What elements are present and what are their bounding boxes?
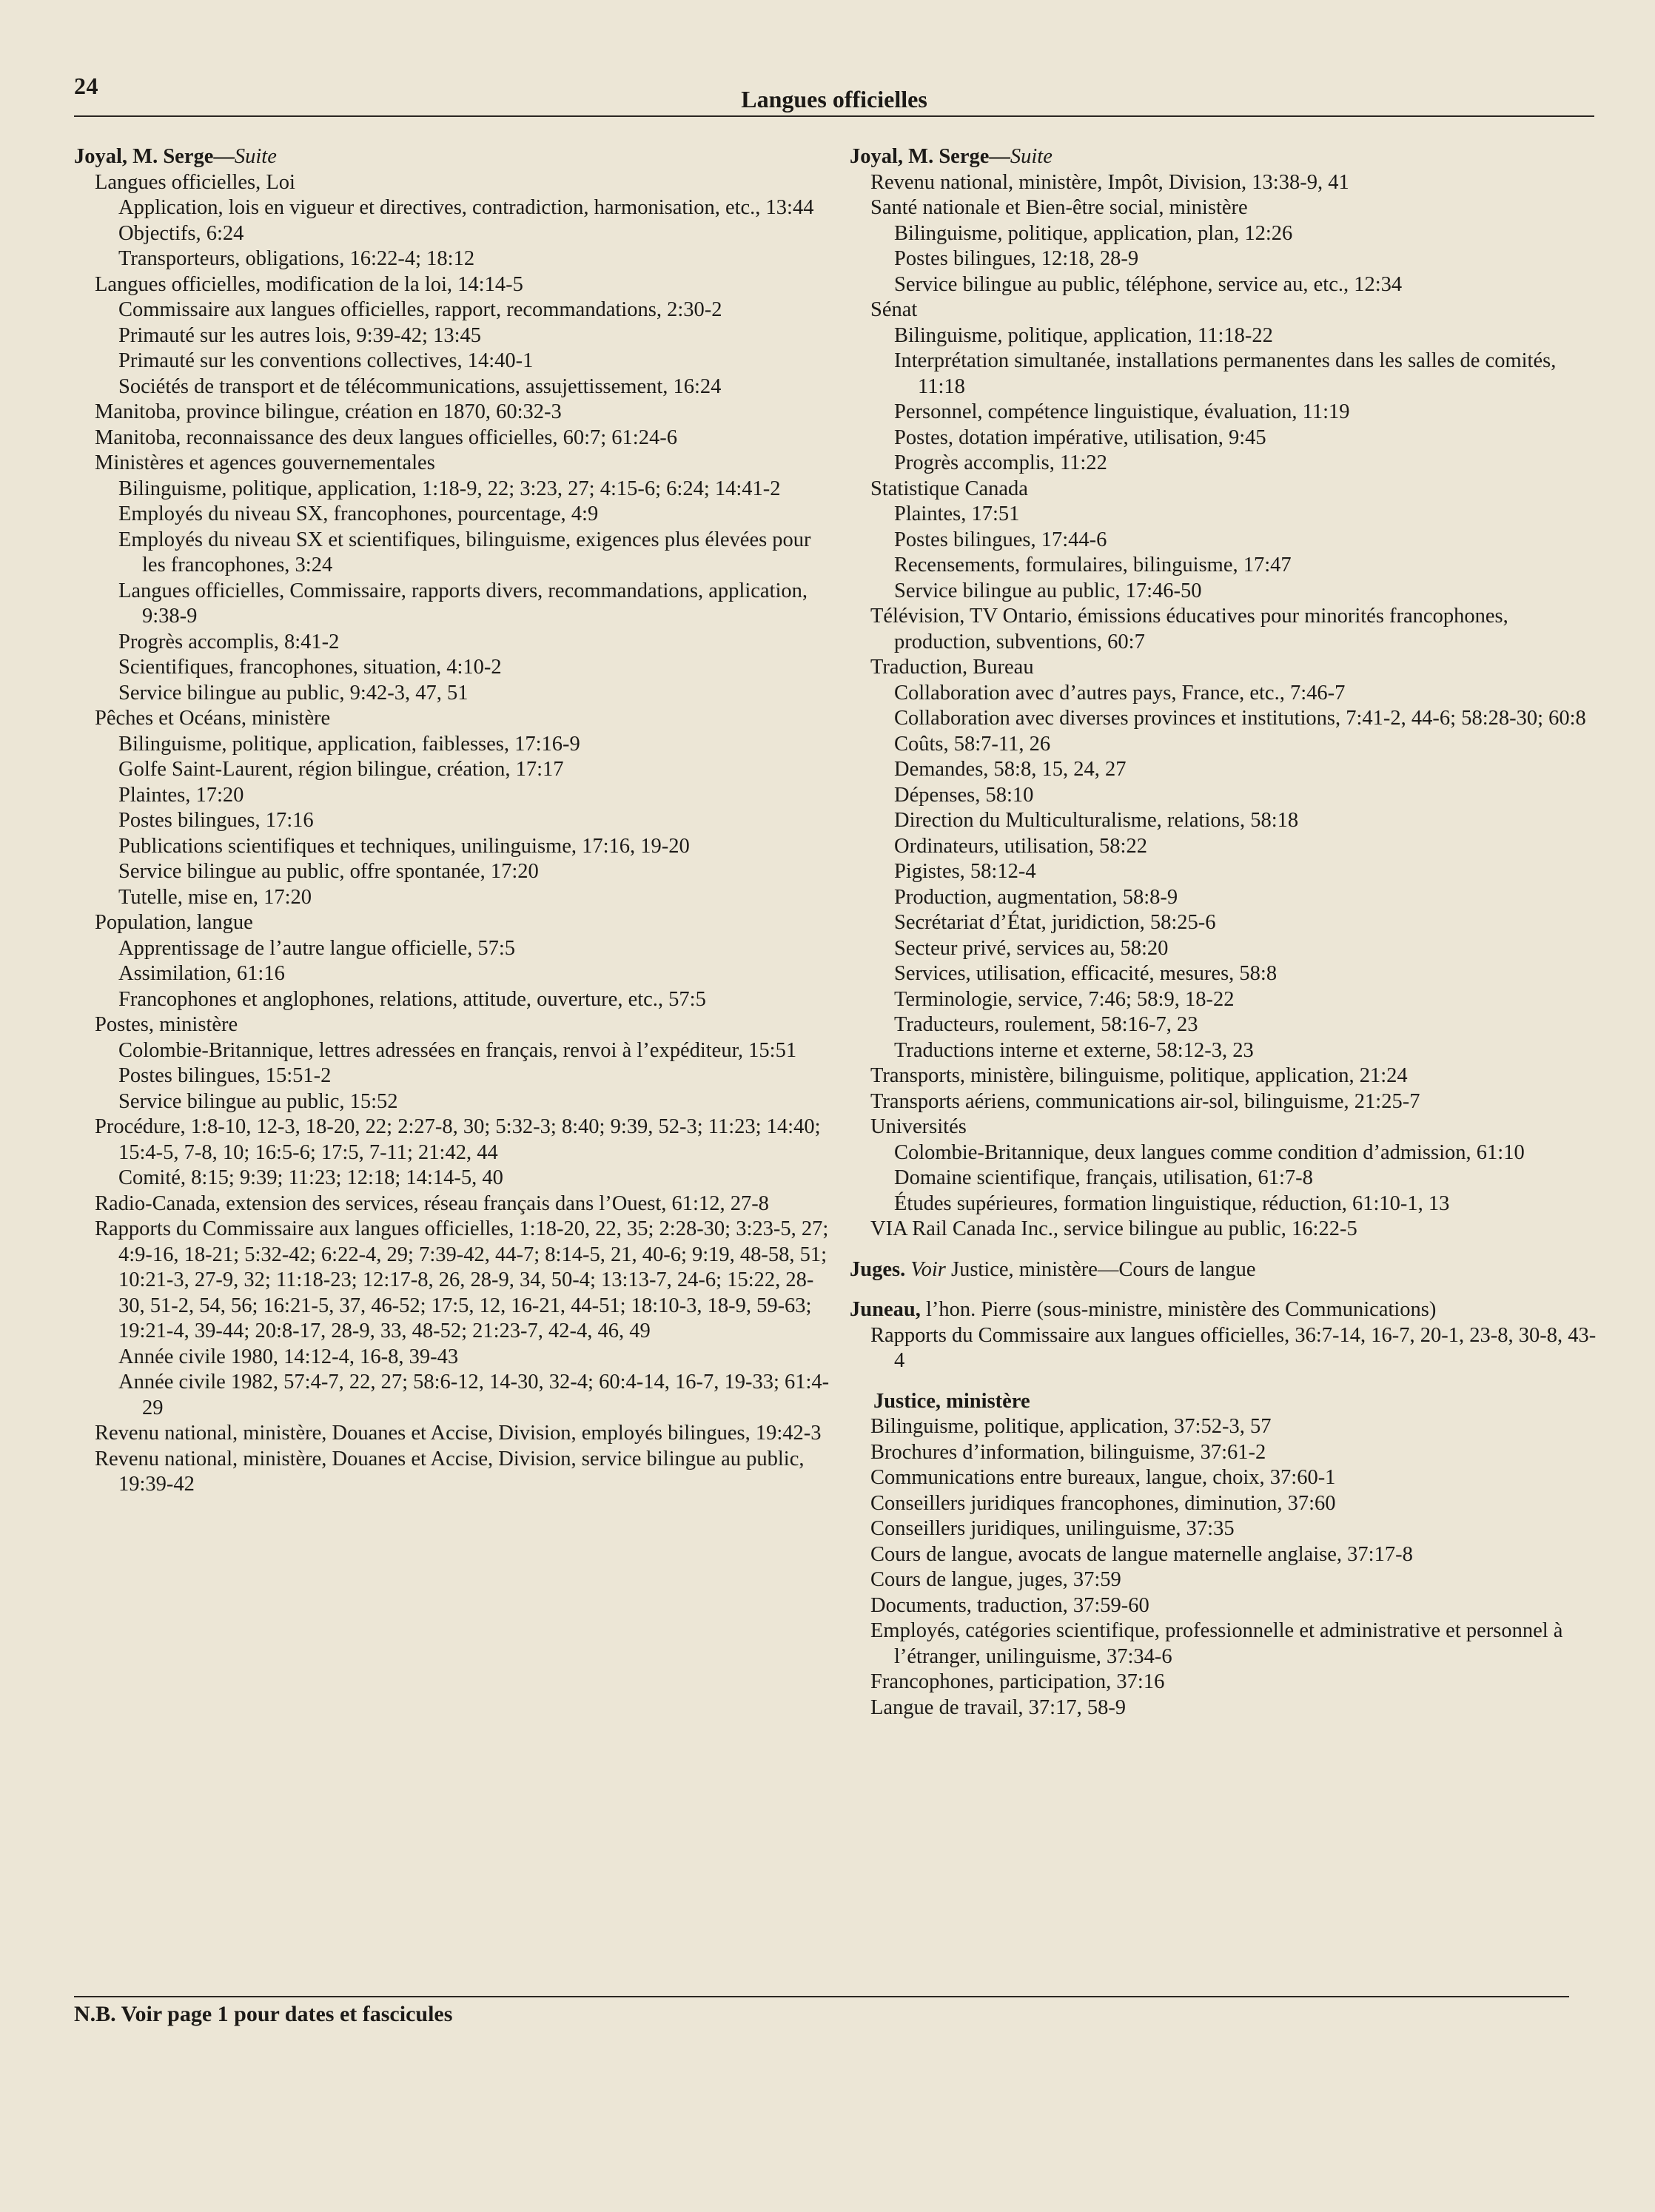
- index-entry: Postes bilingues, 15:51-2: [118, 1064, 332, 1087]
- index-entry: Sociétés de transport et de télécommunications, assujettissement, 16:24: [118, 374, 722, 398]
- index-entry: Langue de travail, 37:17, 58-9: [870, 1695, 1127, 1719]
- index-entry: Recensements, formulaires, bilinguisme, 17:47: [894, 554, 1292, 576]
- cross-reference: Justice, ministère—Cours de langue: [950, 1257, 1256, 1281]
- index-entry: Services, utilisation, efficacité, mesures, 58:8: [894, 962, 1278, 985]
- index-entry: Comité, 8:15; 9:39; 11:23; 12:18; 14:14-5, 40: [118, 1166, 503, 1189]
- index-entry: Revenu national, ministère, Impôt, Division, 13:38-9, 41: [870, 170, 1349, 194]
- index-entry: Postes bilingues, 17:44-6: [894, 528, 1107, 551]
- index-entry: Santé nationale et Bien-être social, ministère: [870, 196, 1248, 219]
- index-entry: Conseillers juridiques francophones, diminution, 37:60: [870, 1491, 1336, 1515]
- index-entry: Transports, ministère, bilinguisme, politique, application, 21:24: [870, 1064, 1408, 1087]
- index-entry: Secteur privé, services au, 58:20: [894, 936, 1169, 960]
- index-entry: Cours de langue, avocats de langue maternelle anglaise, 37:17-8: [870, 1542, 1413, 1566]
- index-entry: Collaboration avec diverses provinces et institutions, 7:41-2, 44-6; 58:28-30; 60:8: [894, 707, 1586, 730]
- right-column: [850, 144, 1597, 1721]
- index-entry: Service bilingue au public, 9:42-3, 47, 51: [118, 681, 469, 705]
- index-entry: Publications scientifiques et techniques, unilinguisme, 17:16, 19-20: [118, 834, 690, 858]
- index-entry: Interprétation simultanée, installations permanentes dans les salles de comités, 11:18: [894, 349, 1557, 398]
- index-entry: Employés, catégories scientifique, professionnelle et administrative et personnel à l’étranger, unilinguisme, 37:34-6: [870, 1619, 1563, 1668]
- index-entry: Rapports du Commissaire aux langues officielles, 1:18-20, 22, 35; 2:28-30; 3:23-5, 27; 4:9-16, 18-21; 5:32-42; 6:22-4, 29; 7:39-42, 44-7; 8:14-5, 21, 40-6; 9:19, 48-58, 51; 10:21-3, 27-9, 32; 11:18-23; 12:17-8, 26, 28-9, 34, 50-4; 13:13-7, 24-6; 15:22, 28-30, 51-2, 54, 56; 16:21-5, 37, 46-52; 17:5, 12, 16-21, 44-51; 18:10-3, 18-9, 59-63; 19:21-4, 39-44; 20:8-17, 28-9, 33, 48-52; 21:23-7, 42-4, 46, 49: [95, 1217, 829, 1342]
- index-entry: Manitoba, province bilingue, création en 1870, 60:32-3: [95, 400, 562, 423]
- index-entry: Documents, traduction, 37:59-60: [870, 1593, 1149, 1617]
- index-entry: Employés du niveau SX, francophones, pourcentage, 4:9: [118, 502, 599, 525]
- index-block-juneau: [850, 1297, 1597, 1374]
- index-entry: Commissaire aux langues officielles, rapport, recommandations, 2:30-2: [118, 298, 722, 321]
- right-entries: [850, 170, 1597, 1243]
- index-heading: Joyal, M. Serge—Suite: [850, 145, 1053, 168]
- index-entry: Postes, ministère: [95, 1013, 238, 1036]
- index-entry: Terminologie, service, 7:46; 58:9, 18-22: [894, 987, 1235, 1011]
- index-entry: Télévision, TV Ontario, émissions éducatives pour minorités francophones, production, subventions, 60:7: [870, 605, 1508, 653]
- index-entry: Langues officielles, Commissaire, rapports divers, recommandations, application, 9:38-9: [118, 579, 808, 628]
- index-entry: Progrès accomplis, 11:22: [894, 451, 1107, 474]
- index-entry: Postes bilingues, 12:18, 28-9: [894, 247, 1139, 270]
- index-entry: Plaintes, 17:51: [894, 502, 1020, 525]
- index-entry: Ministères et agences gouvernementales: [95, 451, 435, 474]
- index-entry: Plaintes, 17:20: [118, 783, 244, 807]
- index-entry: Langues officielles, Loi: [95, 170, 295, 194]
- index-entry: Francophones et anglophones, relations, attitude, ouverture, etc., 57:5: [118, 987, 706, 1011]
- index-entry: Traducteurs, roulement, 58:16-7, 23: [894, 1013, 1198, 1036]
- index-entry: Bilinguisme, politique, application, 1:18-9, 22; 3:23, 27; 4:15-6; 6:24; 14:41-2: [118, 477, 781, 500]
- index-entry: Manitoba, reconnaissance des deux langues officielles, 60:7; 61:24-6: [95, 426, 677, 449]
- heading-detail: l’hon. Pierre (sous-ministre, ministère des Communications): [925, 1298, 1437, 1321]
- index-entry: Objectifs, 6:24: [118, 221, 244, 245]
- index-entry: Francophones, participation, 37:16: [870, 1670, 1165, 1693]
- index-heading: Juges.: [850, 1257, 906, 1281]
- index-entry: Personnel, compétence linguistique, évaluation, 11:19: [894, 400, 1350, 423]
- index-entry: Service bilingue au public, offre spontanée, 17:20: [118, 860, 539, 883]
- heading-name: Joyal, M. Serge: [850, 145, 990, 168]
- index-entry: Assimilation, 61:16: [118, 962, 285, 985]
- footer-rule: [74, 1996, 1569, 1997]
- index-entry: Bilinguisme, politique, application, faiblesses, 17:16-9: [118, 732, 580, 756]
- index-entry: Ordinateurs, utilisation, 58:22: [894, 834, 1147, 858]
- page-number: 24: [74, 73, 98, 99]
- index-entry: Domaine scientifique, français, utilisation, 61:7-8: [894, 1166, 1313, 1189]
- index-entry: Service bilingue au public, 17:46-50: [894, 579, 1202, 602]
- heading-name: Joyal, M. Serge: [74, 145, 214, 168]
- index-entry: Golfe Saint-Laurent, région bilingue, création, 17:17: [118, 758, 564, 781]
- index-entry: Population, langue: [95, 911, 253, 934]
- index-entry: VIA Rail Canada Inc., service bilingue au public, 16:22-5: [870, 1217, 1357, 1240]
- index-heading: Joyal, M. Serge—Suite: [74, 145, 277, 168]
- index-entry: Transporteurs, obligations, 16:22-4; 18:12: [118, 247, 475, 270]
- index-entry: Service bilingue au public, 15:52: [118, 1089, 398, 1113]
- index-entry: Année civile 1982, 57:4-7, 22, 27; 58:6-12, 14-30, 32-4; 60:4-14, 16-7, 19-33; 61:4-29: [118, 1371, 830, 1419]
- left-entries: [74, 170, 836, 1498]
- index-entry: Employés du niveau SX et scientifiques, bilinguisme, exigences plus élevées pour les francophones, 3:24: [118, 528, 811, 576]
- index-entry: Communications entre bureaux, langue, choix, 37:60-1: [870, 1466, 1336, 1489]
- index-entry: Application, lois en vigueur et directives, contradiction, harmonisation, etc., 13:44: [118, 196, 814, 219]
- running-title: Langues officielles: [741, 86, 927, 112]
- heading-suite: Suite: [234, 145, 277, 168]
- index-entry: Pigistes, 58:12-4: [894, 860, 1036, 883]
- index-entry: Transports aériens, communications air-sol, bilinguisme, 21:25-7: [870, 1089, 1420, 1113]
- index-entry: Conseillers juridiques, unilinguisme, 37:35: [870, 1517, 1235, 1540]
- index-entry: Dépenses, 58:10: [894, 783, 1034, 807]
- justice-entries: [850, 1414, 1597, 1721]
- footer-note: N.B. Voir page 1 pour dates et fascicules: [74, 2002, 453, 2026]
- index-entry: Revenu national, ministère, Douanes et Accise, Division, employés bilingues, 19:42-3: [95, 1422, 822, 1445]
- juneau-entries: [850, 1323, 1597, 1374]
- running-head: [74, 71, 1594, 117]
- index-entry: Postes, dotation impérative, utilisation, 9:45: [894, 426, 1266, 449]
- index-block-justice: [850, 1389, 1597, 1721]
- index-entry: Colombie-Britannique, lettres adressées en français, renvoi à l’expéditeur, 15:51: [118, 1038, 797, 1062]
- index-entry: Scientifiques, francophones, situation, 4:10-2: [118, 656, 502, 679]
- index-entry: Tutelle, mise en, 17:20: [118, 885, 312, 909]
- index-entry: Année civile 1980, 14:12-4, 16-8, 39-43: [118, 1345, 459, 1368]
- index-entry: Postes bilingues, 17:16: [118, 809, 314, 832]
- index-entry: Progrès accomplis, 8:41-2: [118, 630, 340, 653]
- index-entry: Brochures d’information, bilinguisme, 37:61-2: [870, 1440, 1266, 1464]
- index-entry: Direction du Multiculturalisme, relations, 58:18: [894, 809, 1299, 832]
- index-entry: Pêches et Océans, ministère: [95, 707, 331, 730]
- index-entry: Traductions interne et externe, 58:12-3, 23: [894, 1038, 1254, 1062]
- index-entry: Apprentissage de l’autre langue officielle, 57:5: [118, 936, 516, 960]
- index-entry: Demandes, 58:8, 15, 24, 27: [894, 758, 1127, 781]
- index-entry: Études supérieures, formation linguistique, réduction, 61:10-1, 13: [894, 1191, 1450, 1215]
- index-entry: Cours de langue, juges, 37:59: [870, 1568, 1121, 1591]
- index-entry: Traduction, Bureau: [870, 656, 1034, 679]
- index-heading: Justice, ministère: [873, 1389, 1030, 1413]
- index-entry: Radio-Canada, extension des services, réseau français dans l’Ouest, 61:12, 27-8: [95, 1191, 769, 1215]
- index-entry: Procédure, 1:8-10, 12-3, 18-20, 22; 2:27-8, 30; 5:32-3; 8:40; 9:39, 52-3; 11:23; 14:40; 15:4-5, 7-8, 10; 16:5-6; 17:5, 7-11; 21:42, 44: [95, 1115, 821, 1164]
- index-entry: Sénat: [870, 298, 918, 321]
- index-entry: Rapports du Commissaire aux langues officielles, 36:7-14, 16-7, 20-1, 23-8, 30-8, 43-4: [870, 1323, 1597, 1372]
- see-reference: Voir: [910, 1257, 946, 1281]
- index-entry: Bilinguisme, politique, application, plan, 12:26: [894, 221, 1293, 245]
- index-entry: Universités: [870, 1115, 967, 1138]
- left-column: [74, 144, 836, 1498]
- index-block-juges: [850, 1257, 1597, 1283]
- index-entry: Secrétariat d’État, juridiction, 58:25-6: [894, 911, 1216, 934]
- index-entry: Coûts, 58:7-11, 26: [894, 732, 1051, 756]
- index-entry: Bilinguisme, politique, application, 37:52-3, 57: [870, 1415, 1272, 1438]
- index-heading: Juneau,: [850, 1298, 921, 1321]
- index-entry: Collaboration avec d’autres pays, France, etc., 7:46-7: [894, 681, 1346, 705]
- heading-suite: Suite: [1010, 145, 1053, 168]
- index-entry: Colombie-Britannique, deux langues comme condition d’admission, 61:10: [894, 1140, 1525, 1164]
- index-entry: Langues officielles, modification de la loi, 14:14-5: [95, 272, 523, 296]
- index-entry: Primauté sur les autres lois, 9:39-42; 13:45: [118, 323, 481, 347]
- index-entry: Production, augmentation, 58:8-9: [894, 885, 1178, 909]
- index-entry: Primauté sur les conventions collectives, 14:40-1: [118, 349, 534, 372]
- index-entry: Statistique Canada: [870, 477, 1028, 500]
- index-entry: Revenu national, ministère, Douanes et Accise, Division, service bilingue au public, 19:39-42: [95, 1447, 805, 1496]
- index-entry: Bilinguisme, politique, application, 11:18-22: [894, 323, 1273, 347]
- index-entry: Service bilingue au public, téléphone, service au, etc., 12:34: [894, 272, 1403, 296]
